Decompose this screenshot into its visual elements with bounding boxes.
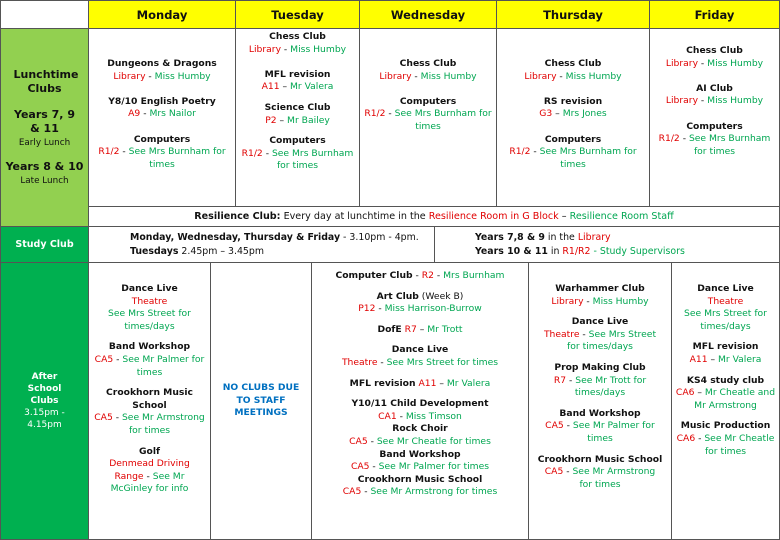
lunch-years-b: Years 8 & 10 bbox=[5, 159, 84, 173]
club-entry: Music Production CA6 - See Mr Cheatle for times bbox=[676, 420, 775, 457]
club-entry: Computers R1/2 - See Mrs Burnham for times bbox=[98, 133, 226, 170]
club-entry: Dungeons & Dragons Library - Miss Humby bbox=[107, 58, 217, 82]
club-entry: Warhammer Club Library - Miss Humby bbox=[551, 283, 649, 307]
study-left bbox=[89, 227, 435, 263]
study-years-a: Years 7,8 & 9 bbox=[475, 232, 545, 243]
lunch-monday bbox=[89, 29, 236, 207]
after-label bbox=[0, 263, 89, 540]
study-staff: - Study Supervisors bbox=[593, 246, 685, 257]
club-entry: Y10/11 Child Development CA1 - Miss Timson bbox=[351, 398, 489, 422]
resilience-room: Resilience Room in G Block bbox=[428, 211, 559, 222]
study-label bbox=[0, 227, 89, 263]
after-title: After School Clubs bbox=[27, 372, 62, 406]
lunch-years-a: Years 7, 9 & 11 bbox=[14, 107, 75, 135]
study-room-a: Library bbox=[577, 232, 611, 243]
study-days: Monday, Wednesday, Thursday & Friday bbox=[130, 232, 341, 243]
club-entry: Y8/10 English Poetry A9 - Mrs Nailor bbox=[108, 95, 216, 120]
lunch-early: Early Lunch bbox=[18, 137, 71, 148]
after-wednesday bbox=[312, 263, 529, 540]
day-label: Monday bbox=[136, 7, 188, 22]
club-entry: Dance Live Theatre See Mrs Street for times/days bbox=[108, 283, 191, 332]
club-entry: Chess Club Library - Miss Humby bbox=[524, 58, 622, 82]
club-entry: Crookhorn Music School CA5 - See Mr Armstrong for times bbox=[94, 387, 205, 436]
club-entry: Band Workshop CA5 - See Mr Palmer for times bbox=[350, 448, 490, 473]
resilience-staff: Resilience Room Staff bbox=[569, 211, 674, 222]
club-entry: Computers R1/2 - See Mrs Burnham for times bbox=[364, 95, 492, 132]
day-label: Tuesday bbox=[271, 7, 324, 22]
club-entry: Chess Club Library - Miss Humby bbox=[665, 45, 764, 69]
club-entry: MFL revision A11 – Mr Valera bbox=[261, 68, 334, 93]
club-entry: AI Club Library - Miss Humby bbox=[665, 82, 764, 107]
study-time: - 3.10pm - 4pm. bbox=[343, 232, 419, 243]
resilience-text: Every day at lunchtime in the bbox=[283, 211, 426, 222]
resilience-row bbox=[89, 207, 780, 227]
lunch-label bbox=[0, 29, 89, 227]
study-in: in the bbox=[547, 232, 575, 243]
club-entry: RS revision G3 – Mrs Jones bbox=[539, 95, 607, 120]
header-thursday bbox=[497, 0, 650, 29]
study-room-b: R1/R2 bbox=[562, 246, 591, 257]
lunch-title: Lunchtime Clubs bbox=[13, 67, 79, 95]
day-label: Wednesday bbox=[390, 7, 466, 22]
club-entry: KS4 study club CA6 – Mr Cheatle and Mr Armstrong bbox=[675, 374, 776, 411]
club-entry: Chess Club Library - Miss Humby bbox=[248, 31, 347, 55]
club-detail: P12 - Miss Harrison-Burrow bbox=[358, 303, 482, 315]
club-entry: DofE R7 – Mr Trott bbox=[377, 323, 463, 335]
resilience-dash: – bbox=[561, 211, 567, 222]
club-entry: Dance Live Theatre - See Mrs Street for times/days bbox=[543, 316, 657, 353]
resilience-title: Resilience Club: bbox=[194, 211, 281, 222]
study-years-b: Years 10 & 11 bbox=[475, 246, 548, 257]
lunch-tuesday bbox=[236, 29, 360, 207]
after-monday bbox=[89, 263, 211, 540]
no-clubs-notice: NO CLUBS DUE TO STAFF MEETINGS bbox=[222, 382, 300, 419]
header-tuesday bbox=[236, 0, 360, 29]
club-entry: Prop Making Club R7 - See Mr Trott for times/days bbox=[553, 361, 647, 399]
club-entry: Art Club (Week B) bbox=[376, 290, 464, 302]
lunch-wednesday bbox=[360, 29, 497, 207]
club-entry: Science Club P2 – Mr Bailey bbox=[264, 101, 331, 126]
study-in: in bbox=[550, 246, 560, 257]
corner-cell bbox=[0, 0, 89, 29]
study-tuesday: Tuesdays bbox=[130, 246, 179, 257]
after-time: 3.15pm - 4.15pm bbox=[24, 408, 65, 430]
study-label-text: Study Club bbox=[15, 239, 74, 250]
club-entry: Rock Choir CA5 - See Mr Cheatle for times bbox=[349, 423, 491, 447]
club-entry: Computer Club - R2 - Mrs Burnham bbox=[335, 270, 505, 281]
study-tuesday-time: 2.45pm – 3.45pm bbox=[181, 246, 264, 257]
club-entry: Band Workshop CA5 - See Mr Palmer for times bbox=[94, 341, 205, 378]
club-entry: MFL revision A11 – Mr Valera bbox=[349, 377, 491, 389]
day-label: Friday bbox=[694, 7, 735, 22]
header-friday bbox=[650, 0, 780, 29]
club-entry: Dance Live Theatre - See Mrs Street for times bbox=[341, 344, 499, 368]
lunch-late: Late Lunch bbox=[20, 175, 69, 186]
club-entry: Dance Live Theatre See Mrs Street for times/days bbox=[684, 283, 767, 332]
club-entry: Computers R1/2 - See Mrs Burnham for times bbox=[241, 135, 354, 172]
day-label: Thursday bbox=[543, 7, 603, 22]
lunch-thursday bbox=[497, 29, 650, 207]
club-entry: Crookhorn Music School CA5 - See Mr Armstrong for times bbox=[342, 473, 498, 498]
header-wednesday bbox=[360, 0, 497, 29]
after-friday bbox=[672, 263, 780, 540]
club-entry: Golf Denmead Driving Range - See Mr McGinley for info bbox=[109, 445, 190, 495]
club-entry: Computers R1/2 - See Mrs Burnham for times bbox=[658, 120, 771, 157]
after-thursday bbox=[529, 263, 672, 540]
header-monday bbox=[89, 0, 236, 29]
after-tuesday bbox=[211, 263, 312, 540]
club-entry: Computers R1/2 - See Mrs Burnham for times bbox=[509, 133, 637, 170]
club-entry: Band Workshop CA5 - See Mr Palmer for times bbox=[545, 407, 655, 444]
study-right bbox=[435, 227, 780, 263]
club-entry: MFL revision A11 – Mr Valera bbox=[689, 341, 762, 365]
club-entry: Chess Club Library - Miss Humby bbox=[379, 58, 477, 82]
club-entry: Crookhorn Music School CA5 - See Mr Armstrong for times bbox=[537, 453, 663, 490]
lunch-friday bbox=[650, 29, 780, 207]
